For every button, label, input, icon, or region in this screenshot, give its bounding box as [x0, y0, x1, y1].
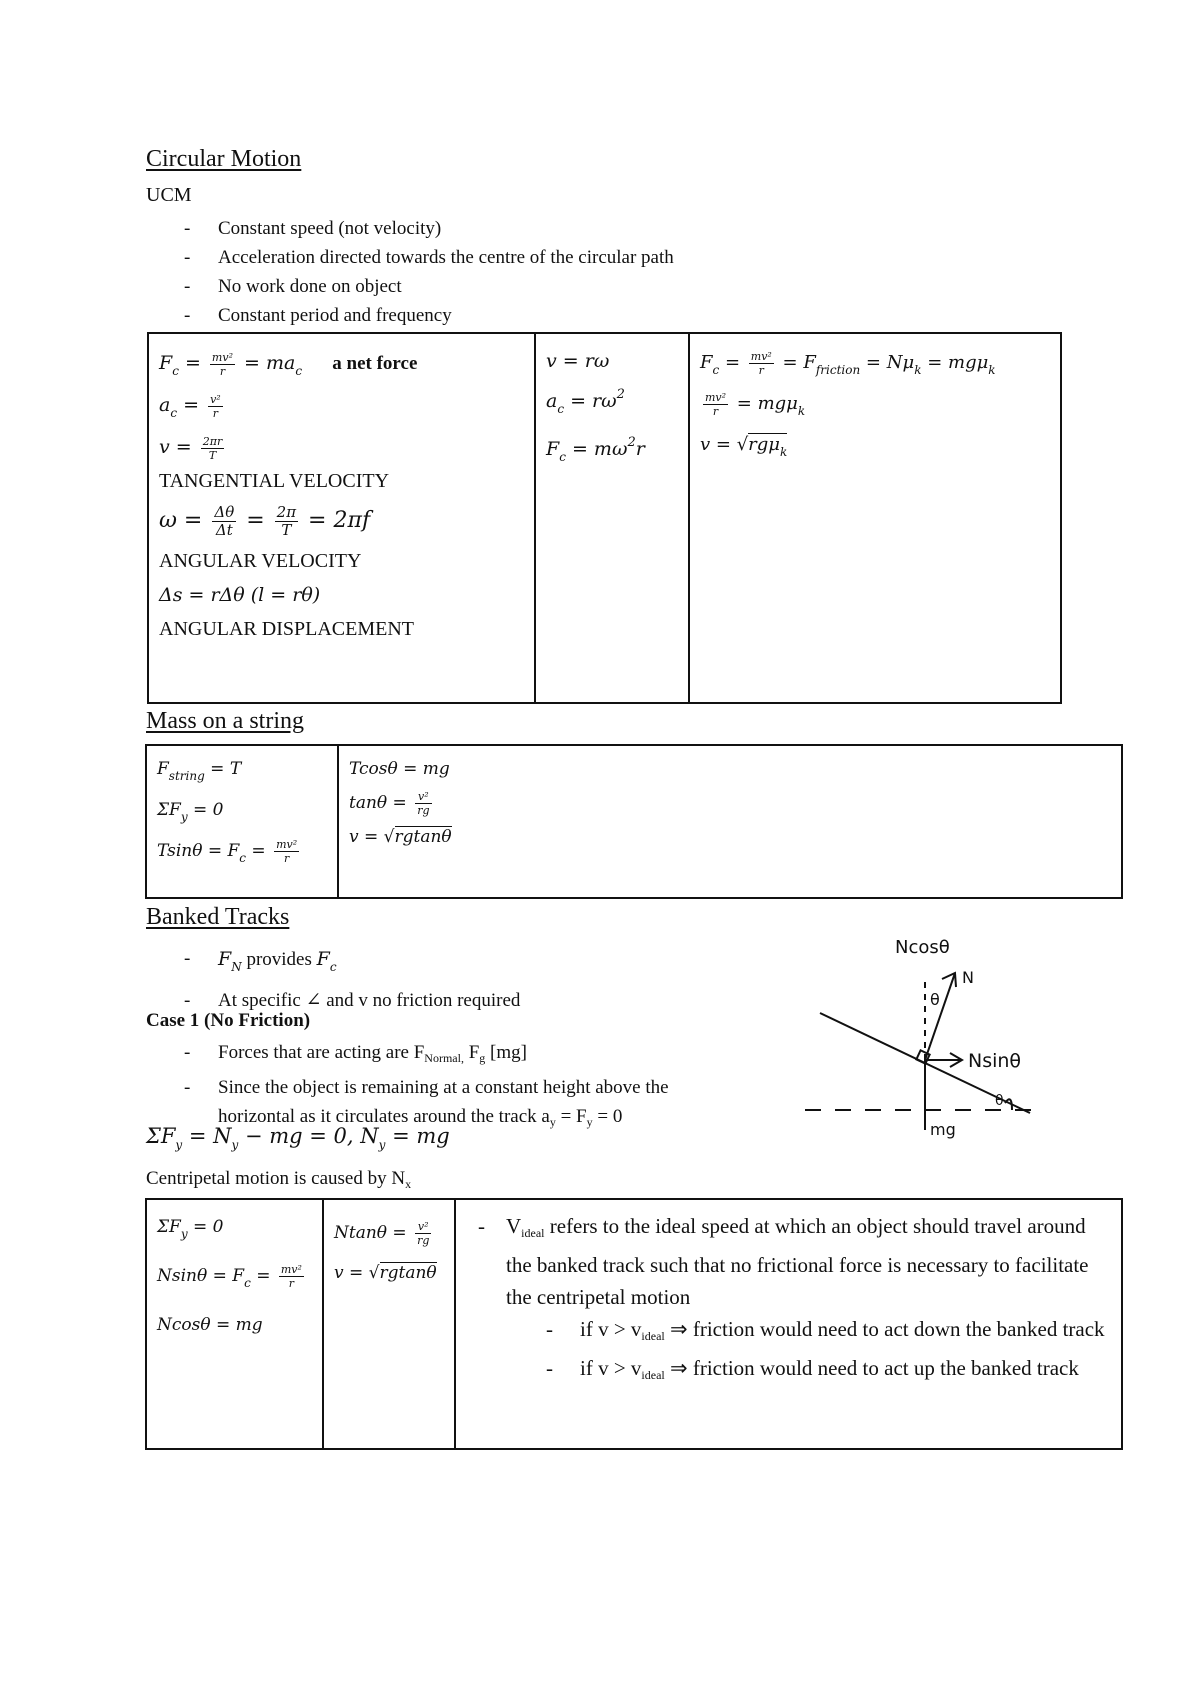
videal-sub-note — [506, 1313, 1111, 1352]
label-nsin: Nsinθ — [968, 1050, 1022, 1072]
formula-friction-centripetal: $F_c$ = $\frac{\text{mv²}}{r}$ = $F_{friction} = N\mu_k = mg\mu_k$ — [700, 349, 996, 377]
case1-text: Since the object is remaining at a constant height above the — [218, 1077, 669, 1098]
centripetal-sub: x — [405, 1177, 412, 1191]
string-formula-cell-1 — [146, 745, 338, 898]
formula-fc-m-omega2-r: $F_c = m\omega^2r$ — [546, 435, 645, 464]
formula-tangential-velocity: v = $\frac{2\pi r}{T}$ — [159, 434, 223, 462]
case1-text: [mg] — [485, 1042, 527, 1063]
videal-text: if v > v — [580, 1356, 642, 1380]
section-title-banked-tracks: Banked Tracks — [146, 904, 290, 930]
formula-f-string: $F_{string} = T$ — [157, 759, 242, 783]
formula-sum-fy-banked: $\Sigma F_y = N_y$ − mg = 0, $N_y$ = mg — [146, 1124, 450, 1152]
case1-sub: Normal, — [424, 1051, 464, 1065]
case1-bullet-list — [146, 1038, 806, 1137]
videal-text: if v > v — [580, 1317, 642, 1341]
case1-text: horizontal as it circulates around the track a — [218, 1106, 550, 1127]
banked-formula-cell-2 — [323, 1199, 455, 1449]
section-title-circular-motion: Circular Motion — [146, 146, 302, 172]
case1-sub: g — [479, 1051, 486, 1065]
label-theta-bottom: θ — [995, 1093, 1004, 1109]
incline-angle-arc — [1005, 1099, 1012, 1110]
formula-nsin: $Nsin\theta = F_c$ = $\frac{\text{mv²}}{r}$ — [157, 1263, 302, 1290]
banked-bullet-text: provides — [246, 949, 312, 970]
case1-text: F — [463, 1042, 480, 1063]
banked-notes-cell — [455, 1199, 1122, 1449]
string-formula-cell-2 — [338, 745, 1122, 898]
formula-sum-fy-zero: $\Sigma F_y = 0$ — [157, 1217, 224, 1241]
formula-tan: tanθ = $\frac{\text{v²}}{rg}$ — [349, 790, 430, 817]
case1-text: Forces that are acting are F — [218, 1042, 425, 1063]
formula-friction-equality: $\frac{\text{mv²}}{r}$ = mgμ$_k$ — [705, 390, 806, 418]
circular-formula-cell-3 — [689, 333, 1061, 703]
formula-centripetal-force: $F_c$ = $\frac{\text{mv²}}{r}$ = $ma_c$ a net force — [159, 350, 418, 378]
circular-formula-cell-1 — [148, 333, 535, 703]
note-net-force: a net force — [332, 353, 418, 374]
circular-formula-cell-2 — [535, 333, 689, 703]
label-angular-velocity: ANGULAR VELOCITY — [159, 550, 362, 572]
banked-formula-table — [145, 1198, 1123, 1450]
label-ncos: Ncosθ — [895, 937, 950, 958]
banked-bullet: - $F_N$ provides $F_c$ — [146, 940, 806, 986]
formula-centripetal-acceleration: $a_c$ = $\frac{\text{v²}}{r}$ — [159, 392, 221, 420]
videal-text: V — [506, 1214, 522, 1238]
centripetal-caused-by — [146, 1168, 411, 1192]
videal-text: ⇒ friction would need to act down the banked track — [664, 1317, 1105, 1341]
label-mg: mg — [930, 1120, 956, 1139]
videal-notes-list — [466, 1210, 1111, 1391]
formula-ntan: Ntanθ = $\frac{\text{v²}}{rg}$ — [334, 1220, 430, 1247]
formula-v-r-omega: v = rω — [546, 350, 610, 372]
formula-ncos: Ncosθ = mg — [157, 1315, 263, 1335]
ucm-bullet: - Constant period and frequency — [146, 301, 846, 330]
formula-tsin: $Tsin\theta = F_c$ = $\frac{\text{mv²}}{r}$ — [157, 838, 298, 865]
normal-force-arrow — [925, 973, 955, 1060]
banked-formula-cell-1 — [146, 1199, 323, 1449]
case1-bullet — [146, 1038, 806, 1073]
ucm-bullet: - Constant speed (not velocity) — [146, 214, 846, 243]
videal-text: ⇒ friction would need to act up the banked track — [664, 1356, 1079, 1380]
section-title-mass-on-string: Mass on a string — [146, 708, 304, 734]
banked-bullet: - At specific ∠ and v no friction required — [146, 986, 806, 1015]
videal-sub: ideal — [641, 1368, 665, 1382]
formula-tcos: Tcosθ = mg — [349, 759, 450, 779]
videal-sub-note — [506, 1352, 1111, 1391]
videal-sub: ideal — [521, 1226, 545, 1240]
formula-ac-r-omega2: $a_c = r\omega^2$ — [546, 387, 625, 416]
banked-bullet-list — [146, 940, 806, 1015]
label-tangential-velocity: TANGENTIAL VELOCITY — [159, 470, 390, 492]
centripetal-text: Centripetal motion is caused by N — [146, 1168, 406, 1189]
ucm-bullet: - Acceleration directed towards the centre of the circular path — [146, 243, 846, 272]
formula-sum-fy: $\Sigma F_y = 0$ — [157, 800, 224, 824]
label-theta-top: θ — [930, 990, 940, 1009]
formula-v-rgtan: v = √rgtanθ — [349, 827, 452, 847]
case1-text: = 0 — [592, 1106, 623, 1127]
formula-angular-displacement: Δs = rΔθ (l = rθ) — [159, 584, 321, 606]
videal-sub: ideal — [641, 1329, 665, 1343]
videal-sub-list — [506, 1313, 1111, 1391]
circular-formula-table — [147, 332, 1062, 704]
case1-bullet: - Since the object is remaining at a constant height above the horizontal as it circulates around the track $a_y = F_y = 0$ — [146, 1073, 806, 1137]
ucm-bullet-list — [146, 214, 846, 330]
label-angular-displacement: ANGULAR DISPLACEMENT — [159, 618, 414, 640]
formula-friction-velocity: v = √rgμ$_k$ — [700, 434, 788, 459]
videal-note — [466, 1210, 1111, 1391]
case1-heading: Case 1 (No Friction) — [146, 1010, 311, 1031]
string-formula-table — [145, 744, 1123, 899]
label-n: N — [962, 968, 974, 987]
formula-v-banked: v = √rgtanθ — [334, 1263, 437, 1283]
banked-track-diagram — [800, 935, 1040, 1145]
videal-text: refers to the ideal speed at which an object should travel around the banked track such that no frictional force is necessary to facilitate the centripetal motion — [506, 1214, 1089, 1309]
subheading-ucm: UCM — [146, 184, 192, 206]
ucm-bullet: - No work done on object — [146, 272, 846, 301]
formula-angular-velocity: ω = $\frac{\Delta\theta}{\Delta t}$ = $\frac{2\pi}{T}$ = 2πf — [159, 502, 371, 539]
